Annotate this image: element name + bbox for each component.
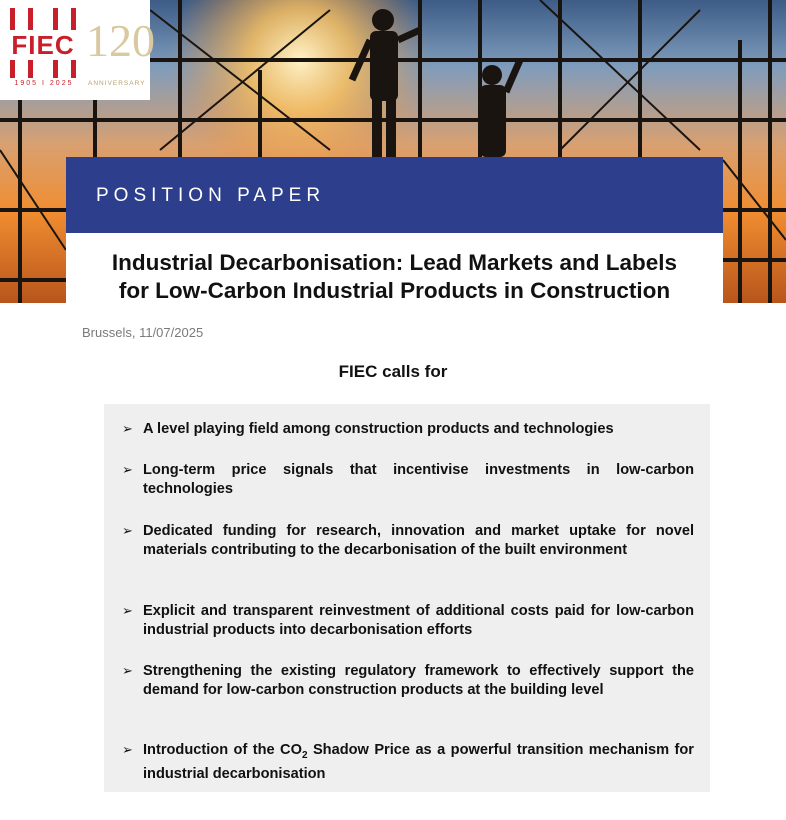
document-date: Brussels, 11/07/2025 [82,325,204,340]
call-text-part: Shadow Price as a powerful transition mechanism for industrial decarbonisation [143,742,694,783]
logo-years: 1905 I 2025 [14,80,74,87]
arrow-bullet-icon: ➢ [122,742,133,757]
call-item [122,522,694,559]
call-text: Explicit and transparent reinvestment of additional costs paid for low-carbon industrial products into decarbonisation efforts [143,603,694,638]
title-line-1: Industrial Decarbonisation: Lead Markets and Labels [111,250,678,275]
arrow-bullet-icon: ➢ [122,421,133,436]
title-line-2: for Low-Carbon Industrial Products in Construction [118,278,671,303]
arrow-bullet-icon: ➢ [122,603,133,618]
document-title [66,233,723,305]
arrow-bullet-icon: ➢ [122,462,133,477]
call-text: Dedicated funding for research, innovation and market uptake for novel materials contributing to the decarbonisation of the built environment [143,523,694,558]
logo-brand-text: FIEC [8,30,78,60]
call-text: A level playing field among construction products and technologies [143,421,614,437]
position-paper-banner [66,157,723,233]
fiec-logo [0,0,155,100]
calls-box [104,404,710,792]
call-item [122,662,694,699]
call-text: Strengthening the existing regulatory framework to effectively support the demand for low-carbon construction products at the building level [143,663,694,698]
call-item [122,420,694,439]
logo-anniversary-number: 120 [86,15,155,66]
call-text: Long-term price signals that incentivise investments in low-carbon technologies [143,462,694,497]
call-text-part: Introduction of the CO [143,742,302,758]
calls-heading: FIEC calls for [338,362,448,381]
call-item [122,461,694,498]
title-box [66,233,723,303]
call-item [122,602,694,639]
banner-label: POSITION PAPER [96,185,326,206]
arrow-bullet-icon: ➢ [122,663,133,678]
arrow-bullet-icon: ➢ [122,523,133,538]
logo-anniversary-label: ANNIVERSARY [88,80,146,87]
fiec-logo-mark [8,8,78,78]
call-item [122,741,694,784]
call-text [143,741,694,784]
call-text-subscript: 2 [301,749,308,761]
